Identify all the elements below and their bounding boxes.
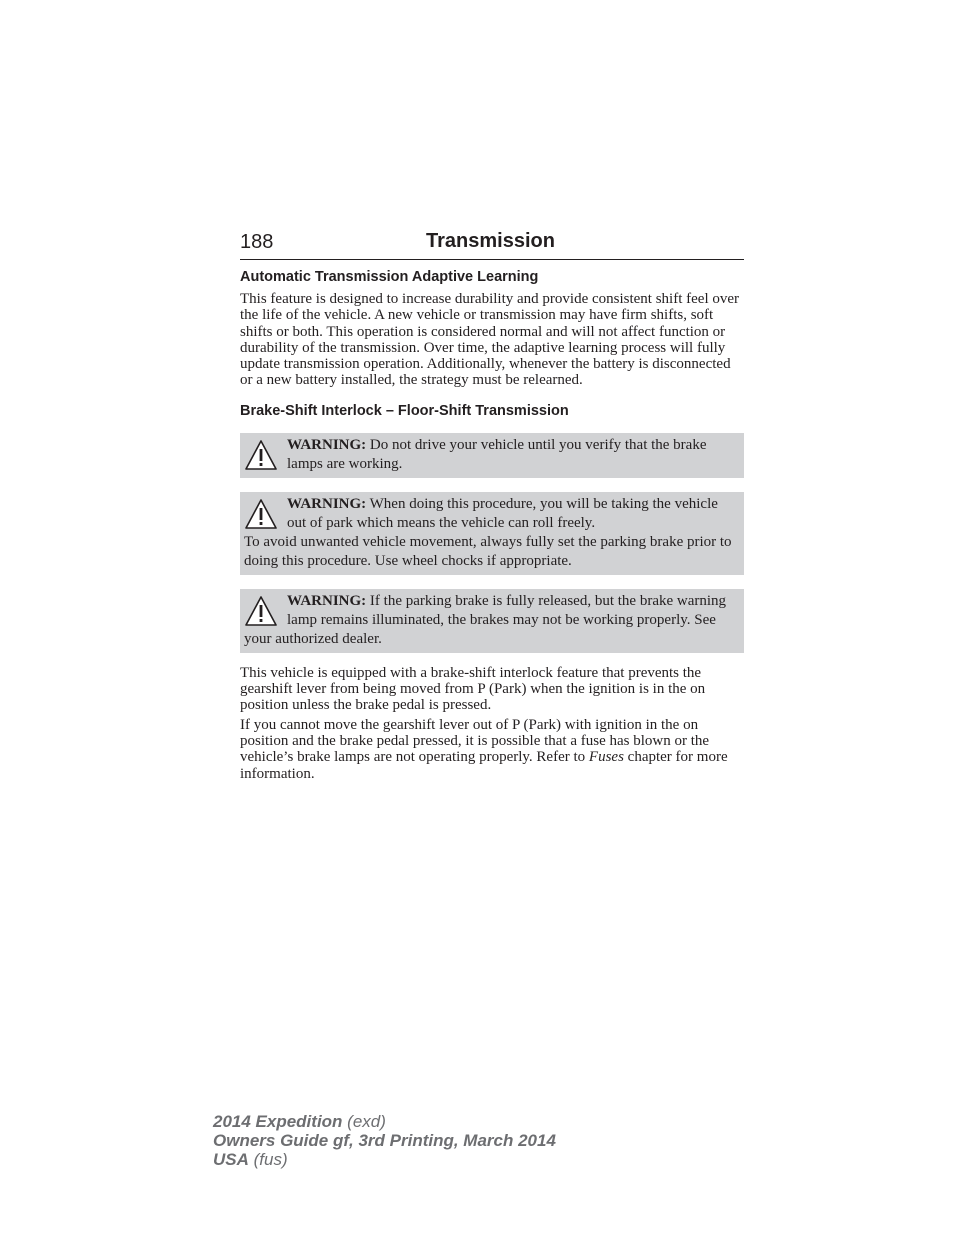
warning-box: [240, 492, 744, 575]
warning-triangle-icon: [244, 438, 278, 474]
section-brake-shift-interlock: [240, 402, 744, 782]
warning-label: WARNING:: [287, 436, 367, 453]
para-text: chapter for more information.: [240, 749, 728, 782]
footer-model: 2014 Expedition: [213, 1112, 343, 1131]
section-heading: Automatic Transmission Adaptive Learning: [240, 269, 539, 285]
warning-label: WARNING:: [287, 495, 367, 512]
footer-line: [213, 1131, 556, 1150]
section-body: This feature is designed to increase durability and provide consistent shift feel over the life of the vehicle. A new vehicle or transmission may have firm shifts, soft shifts or both. This operation is considered normal and will not affect function or durability of the transmission. Over time, the adaptive learning process will fully update transmission operation. Additionally, whenever the battery is disconnected or a new battery installed, the strategy must be relearned.: [240, 291, 740, 389]
warning-box: [240, 589, 744, 653]
warning-triangle-icon: [244, 497, 278, 533]
footer-market: USA: [213, 1150, 249, 1169]
page-content: [240, 268, 744, 787]
warning-text: Do not drive your vehicle until you verify that the brake lamps are working.: [287, 436, 707, 472]
footer-model-code: (exd): [342, 1112, 386, 1131]
interlock-description: This vehicle is equipped with a brake-shift interlock feature that prevents the gearshift lever from being moved from P (Park) when the ignition is in the on position unless the brake pedal is pressed.: [240, 664, 706, 714]
fuses-chapter-reference: Fuses: [588, 749, 624, 766]
para-text: If you cannot move the gearshift lever out of P (Park) with ignition in the on position and the brake pedal pressed, it is possible that a fuse has blown or the vehicle’s brake lamps are not operating properly. Refer to: [240, 716, 710, 766]
footer-line: [213, 1112, 556, 1131]
warning-label: WARNING:: [287, 592, 367, 609]
page-footer: [213, 1112, 556, 1169]
warning-continuation: To avoid unwanted vehicle movement, always fully set the parking brake prior to doing this procedure. Use wheel chocks if appropriate.: [244, 533, 732, 569]
footer-printing: Owners Guide gf, 3rd Printing, March 2014: [213, 1131, 556, 1150]
warning-text: When doing this procedure, you will be taking the vehicle out of park which means the vehicle can roll freely.: [287, 495, 718, 531]
interlock-troubleshooting: [240, 717, 744, 782]
warning-triangle-icon: [244, 594, 278, 630]
section-heading: Brake-Shift Interlock – Floor-Shift Transmission: [240, 402, 569, 419]
warning-box: [240, 433, 744, 478]
warning-text: If the parking brake is fully released, but the brake warning lamp remains illuminated, the brakes may not be working properly. See your authorized dealer.: [244, 592, 727, 647]
footer-line: [213, 1150, 556, 1169]
page-number: 188: [240, 231, 274, 253]
section-adaptive-learning: [240, 268, 744, 389]
page-title: Transmission: [426, 230, 555, 252]
footer-market-code: (fus): [248, 1150, 288, 1169]
page-header: [240, 226, 744, 260]
